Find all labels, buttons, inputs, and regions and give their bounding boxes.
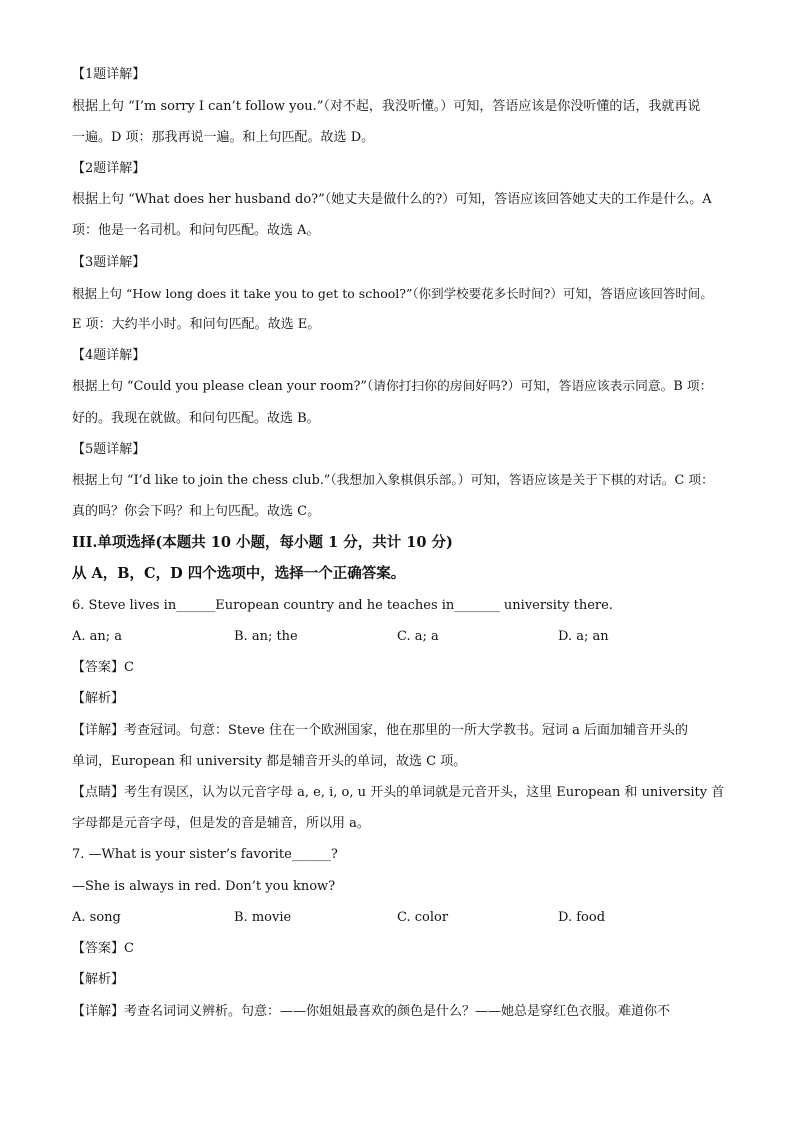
q5-heading: 【5题详解】 [72, 442, 146, 457]
q6-detail-line-1: 【详解】考查冠词。句意：Steve 住在一个欧洲国家，他在那里的一所大学教书。冠词 a 后面加辅音开头的 [72, 723, 689, 738]
q7-option-b: B. movie [234, 910, 292, 925]
q4-heading: 【4题详解】 [72, 348, 146, 363]
q7-stem-line-1: 7. —What is your sister’s favorite______? [72, 847, 338, 862]
q6-stem: 6. Steve lives in______European country and he teaches in_______ university there. [72, 598, 613, 613]
q6-option-c: C. a; a [397, 629, 439, 644]
q2-heading: 【2题详解】 [72, 161, 146, 176]
q7-option-a: A. song [72, 910, 121, 925]
q3-heading: 【3题详解】 [72, 255, 146, 270]
q5-explanation-line-2: 真的吗？你会下吗？和上句匹配。故选 C。 [72, 504, 321, 519]
q3-explanation-line-1: 根据上句 “How long does it take you to get to school?”（你到学校要花多长时间?）可知，答语应该回答时间。 [72, 286, 713, 301]
q6-tip-line-2: 字母都是元音字母，但是发的音是辅音，所以用 a。 [72, 816, 370, 831]
q7-analysis-heading: 【解析】 [72, 972, 125, 987]
q4-explanation-line-2: 好的。我现在就做。和问句匹配。故选 B。 [72, 411, 320, 426]
q7-detail-line-1: 【详解】考查名词词义辨析。句意：——你姐姐最喜欢的颜色是什么？——她总是穿红色衣服。难道你不 [72, 1004, 671, 1019]
q2-explanation-line-2: 项：他是一名司机。和问句匹配。故选 A。 [72, 223, 320, 238]
q7-option-d: D. food [558, 910, 606, 925]
q2-explanation-line-1: 根据上句 “What does her husband do?”（她丈夫是做什么的?）可知，答语应该回答她丈夫的工作是什么。A [72, 192, 712, 207]
q6-option-a: A. an; a [72, 629, 123, 644]
q3-explanation-line-2: E 项：大约半小时。和问句匹配。故选 E。 [72, 317, 321, 332]
q4-explanation-line-1: 根据上句 “Could you please clean your room?”（请你打扫你的房间好吗?）可知，答语应该表示同意。B 项： [72, 379, 713, 394]
section-instruction: 从 A，B，C，D 四个选项中，选择一个正确答案。 [72, 565, 406, 582]
section-title: III.单项选择(本题共 10 小题，每小题 1 分，共计 10 分) [72, 534, 453, 551]
q6-tip-line-1: 【点睛】考生有误区，认为以元音字母 a, e, i, o, u 开头的单词就是元音开头，这里 European 和 university 首 [72, 785, 725, 800]
q7-stem-line-2: —She is always in red. Don’t you know? [72, 879, 336, 894]
q6-option-d: D. a; an [558, 629, 609, 644]
q6-option-b: B. an; the [234, 629, 298, 644]
q7-option-c: C. color [397, 910, 449, 925]
q6-analysis-heading: 【解析】 [72, 691, 125, 706]
q1-heading: 【1题详解】 [72, 67, 146, 82]
q7-answer: 【答案】C [72, 941, 134, 956]
q6-detail-line-2: 单词，European 和 university 都是辅音开头的单词，故选 C 项。 [72, 754, 467, 769]
q6-answer: 【答案】C [72, 660, 134, 675]
q1-explanation-line-1: 根据上句 “I’m sorry I can’t follow you.”（对不起，我没听懂。）可知，答语应该是你没听懂的话，我就再说 [72, 99, 701, 114]
q5-explanation-line-1: 根据上句 “I’d like to join the chess club.”（我想加入象棋俱乐部。）可知，答语应该是关于下棋的对话。C 项： [72, 473, 714, 488]
q1-explanation-line-2: 一遍。D 项：那我再说一遍。和上句匹配。故选 D。 [72, 130, 375, 145]
